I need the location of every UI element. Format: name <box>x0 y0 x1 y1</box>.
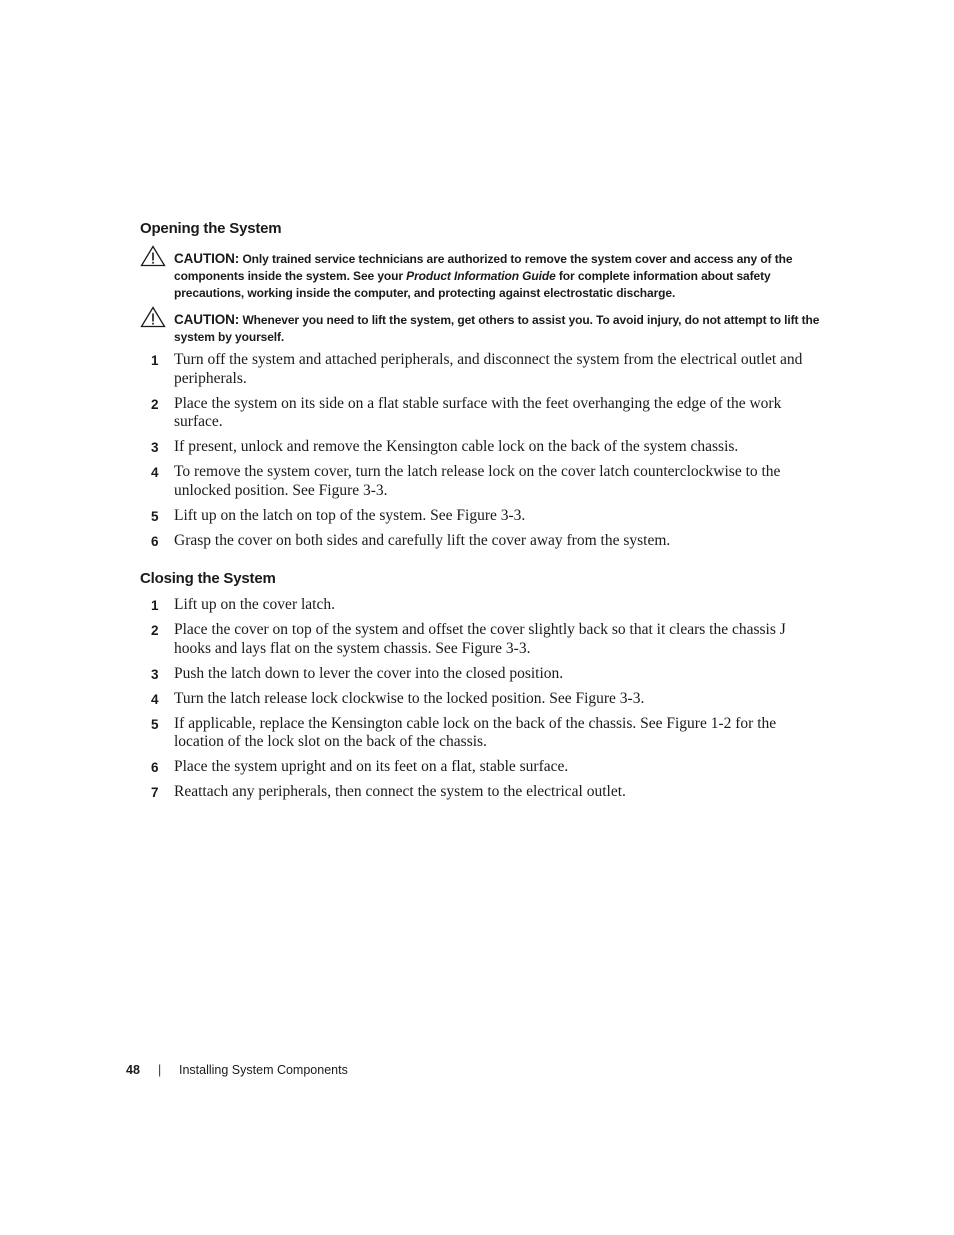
step-text: Turn off the system and attached peripherals, and disconnect the system from the electrical outlet and peripherals. <box>174 351 803 387</box>
step-number: 1 <box>151 353 159 368</box>
list-item <box>140 621 820 658</box>
opening-heading: Opening the System <box>140 220 282 237</box>
step-number: 1 <box>151 598 159 613</box>
closing-steps <box>140 596 820 808</box>
step-text: Place the cover on top of the system and offset the cover slightly back so that it clears the chassis J hooks and lays flat on the system chassis. See Figure 3-3. <box>174 621 786 657</box>
caution-doc-title: Product Information Guide <box>406 269 556 283</box>
step-text: Place the system on its side on a flat stable surface with the feet overhanging the edge of the work surface. <box>174 394 782 430</box>
step-number: 2 <box>151 623 159 638</box>
closing-heading: Closing the System <box>140 570 276 587</box>
opening-section <box>140 220 820 237</box>
warning-triangle-icon <box>140 245 166 267</box>
list-item <box>140 596 820 615</box>
step-text: Push the latch down to lever the cover into the closed position. <box>174 664 564 682</box>
warning-triangle-icon <box>140 306 166 328</box>
step-number: 3 <box>151 440 159 455</box>
step-number: 4 <box>151 465 159 480</box>
list-item <box>140 463 820 500</box>
caution-label: CAUTION: <box>174 251 240 266</box>
step-text: If applicable, replace the Kensington cable lock on the back of the chassis. See Figure 1-2 for the location of the lock slot on the back of the chassis. <box>174 714 777 750</box>
step-number: 6 <box>151 533 159 549</box>
step-number: 5 <box>151 508 159 524</box>
step-text: Grasp the cover on both sides and carefully lift the cover away from the system. <box>174 531 671 549</box>
page-number: 48 <box>126 1063 140 1077</box>
caution-text: Whenever you need to lift the system, get others to assist you. To avoid injury, do not attempt to lift the system by yourself. <box>174 313 820 344</box>
step-text: Lift up on the cover latch. <box>174 596 335 613</box>
step-number: 5 <box>151 716 159 732</box>
chapter-title: Installing System Components <box>179 1063 348 1077</box>
list-item <box>140 532 820 551</box>
closing-section <box>140 570 820 587</box>
step-number: 4 <box>151 691 159 707</box>
step-number: 2 <box>151 396 159 412</box>
step-text: If present, unlock and remove the Kensington cable lock on the back of the system chassis. <box>174 438 739 455</box>
caution-label: CAUTION: <box>174 312 240 327</box>
list-item <box>140 665 820 684</box>
caution-text-cont: for complete information about safety precautions, working inside the computer, and protecting against electrostatic discharge. <box>174 269 771 300</box>
step-text: Turn the latch release lock clockwise to the locked position. See Figure 3-3. <box>174 689 645 707</box>
caution-1 <box>140 250 820 302</box>
opening-steps <box>140 351 820 557</box>
list-item <box>140 783 820 802</box>
step-text: Place the system upright and on its feet on a flat, stable surface. <box>174 758 569 775</box>
list-item <box>140 507 820 526</box>
step-text: Lift up on the latch on top of the system. See Figure 3-3. <box>174 506 526 524</box>
step-text: To remove the system cover, turn the latch release lock on the cover latch counterclockwise to the unlocked position. See Figure 3-3. <box>174 463 781 499</box>
list-item <box>140 758 820 777</box>
step-number: 6 <box>151 760 159 775</box>
caution-text: Only trained service technicians are authorized to remove the system cover and access any of the components inside the system. See your <box>174 252 793 283</box>
list-item <box>140 438 820 457</box>
list-item <box>140 351 820 388</box>
caution-2 <box>140 311 820 346</box>
list-item <box>140 690 820 709</box>
list-item <box>140 715 820 752</box>
step-text: Reattach any peripherals, then connect the system to the electrical outlet. <box>174 783 626 800</box>
step-number: 3 <box>151 666 159 682</box>
footer-separator: | <box>158 1063 162 1077</box>
step-number: 7 <box>151 785 159 800</box>
list-item <box>140 395 820 432</box>
